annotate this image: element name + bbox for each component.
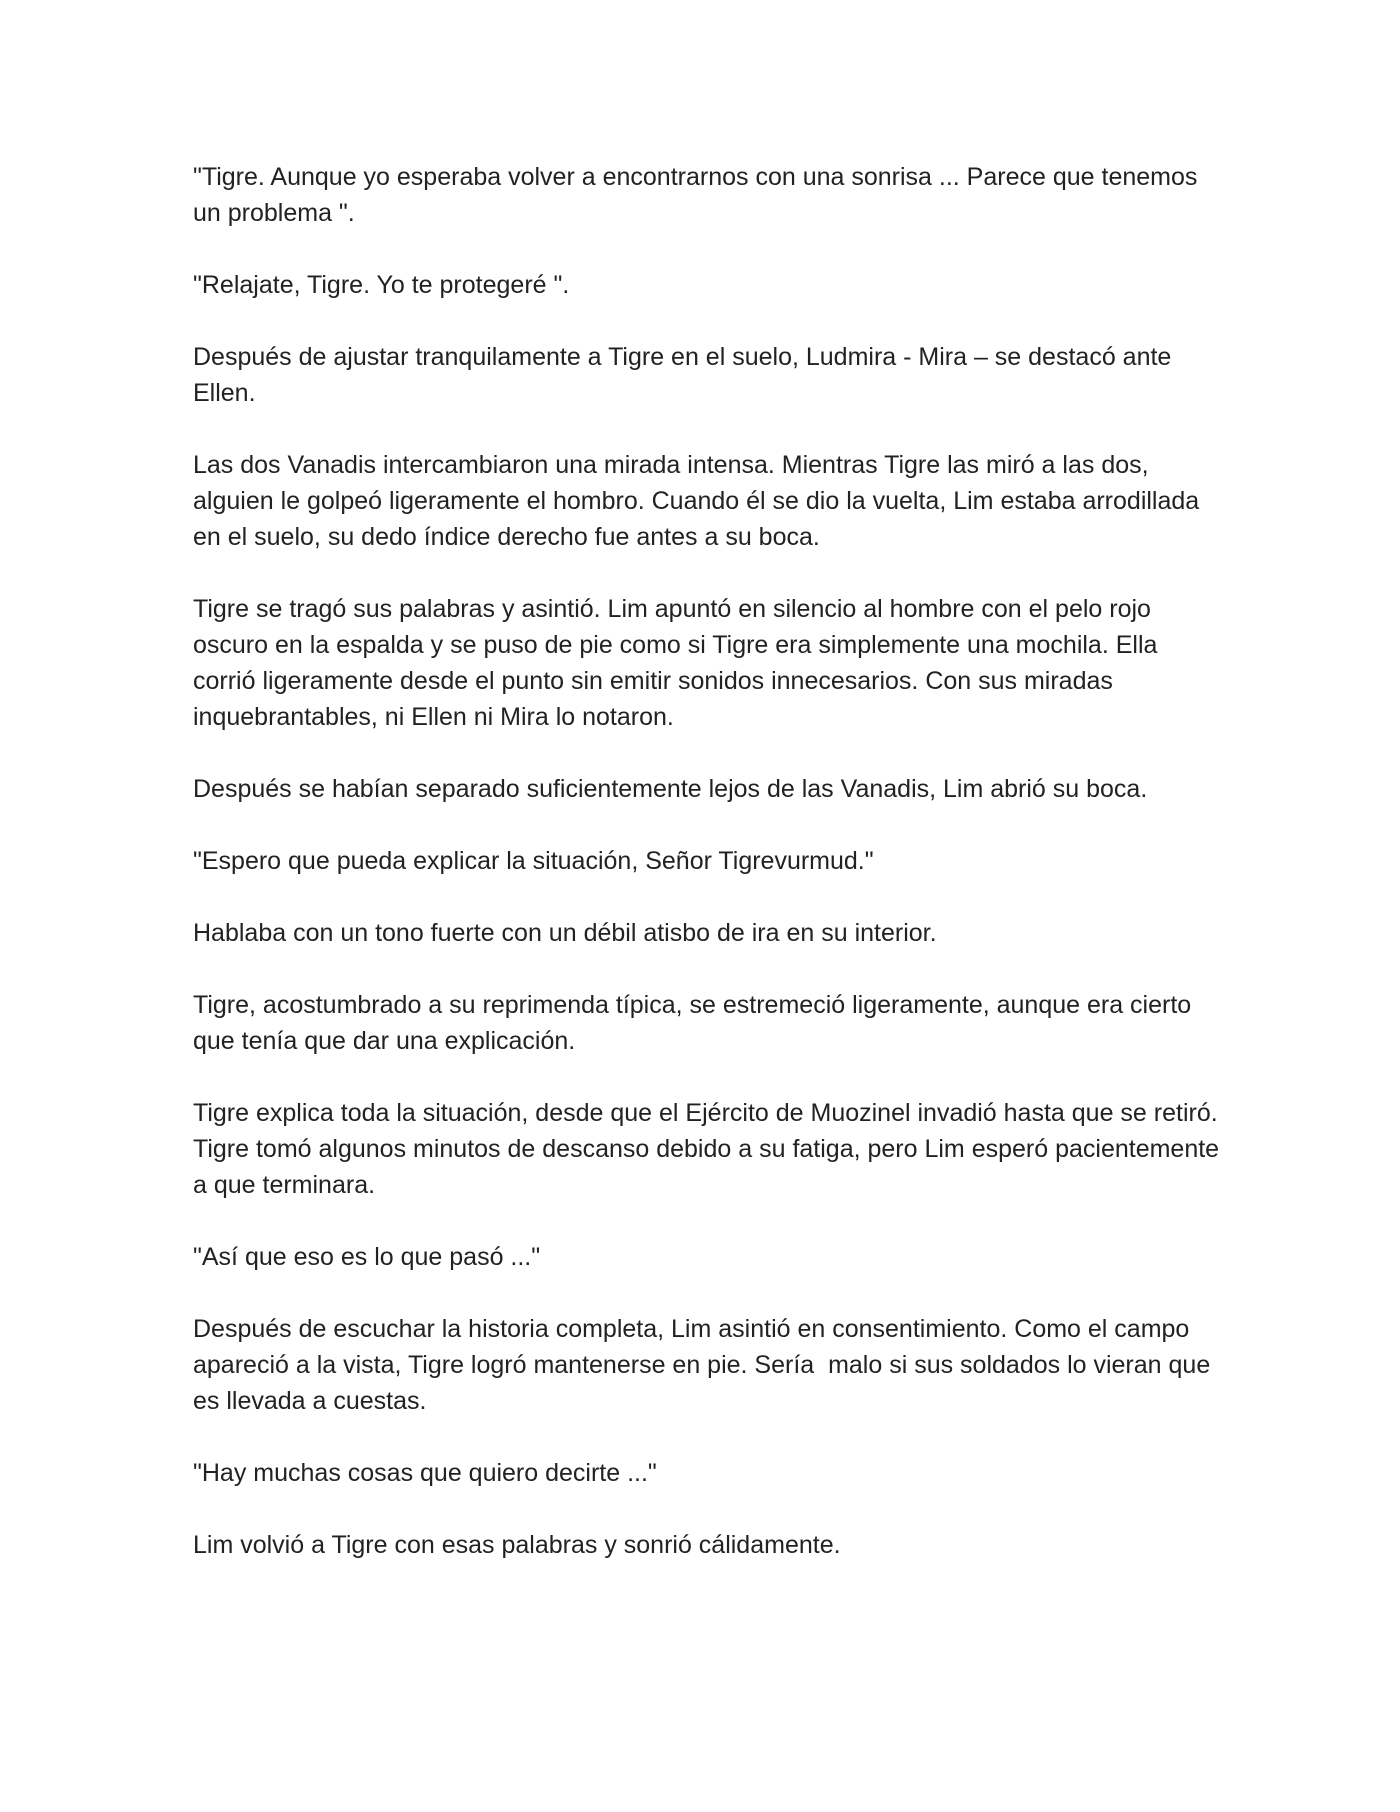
paragraph: Después de escuchar la historia completa, Lim asintió en consentimiento. Como el campo apareció a la vista, Tigre logró mantenerse en pie. Sería malo si sus soldados lo vieran que es llevada a cuestas. [193,1315,1218,1415]
paragraph: Tigre, acostumbrado a su reprimenda típica, se estremeció ligeramente, aunque era cierto que tenía que dar una explicación. [193,991,1199,1055]
paragraph: "Espero que pueda explicar la situación, Señor Tigrevurmud." [193,847,874,875]
paragraph: Después se habían separado suficientemente lejos de las Vanadis, Lim abrió su boca. [193,775,1148,803]
paragraph: Lim volvió a Tigre con esas palabras y sonrió cálidamente. [193,1531,841,1559]
paragraph: Tigre explica toda la situación, desde que el Ejército de Muozinel invadió hasta que se retiró. Tigre tomó algunos minutos de descanso debido a su fatiga, pero Lim esperó pacientemente a que terminara. [193,1099,1227,1199]
document-body [193,159,1227,1563]
paragraph: Las dos Vanadis intercambiaron una mirada intensa. Mientras Tigre las miró a las dos, alguien le golpeó ligeramente el hombro. Cuando él se dio la vuelta, Lim estaba arrodillada en el suelo, su dedo índice derecho fue antes a su boca. [193,451,1207,551]
paragraph: "Hay muchas cosas que quiero decirte ..." [193,1459,657,1487]
paragraph: "Tigre. Aunque yo esperaba volver a encontrarnos con una sonrisa ... Parece que tenemos un problema ". [193,163,1205,227]
paragraph: Después de ajustar tranquilamente a Tigre en el suelo, Ludmira - Mira – se destacó ante Ellen. [193,343,1179,407]
paragraph: "Así que eso es lo que pasó ..." [193,1243,541,1271]
paragraph: "Relajate, Tigre. Yo te protegeré ". [193,271,570,299]
paragraph: Tigre se tragó sus palabras y asintió. Lim apuntó en silencio al hombre con el pelo rojo oscuro en la espalda y se puso de pie como si Tigre era simplemente una mochila. Ella corrió ligeramente desde el punto sin emitir sonidos innecesarios. Con sus miradas inquebrantables, ni Ellen ni Mira lo notaron. [193,595,1165,731]
paragraph: Hablaba con un tono fuerte con un débil atisbo de ira en su interior. [193,919,937,947]
